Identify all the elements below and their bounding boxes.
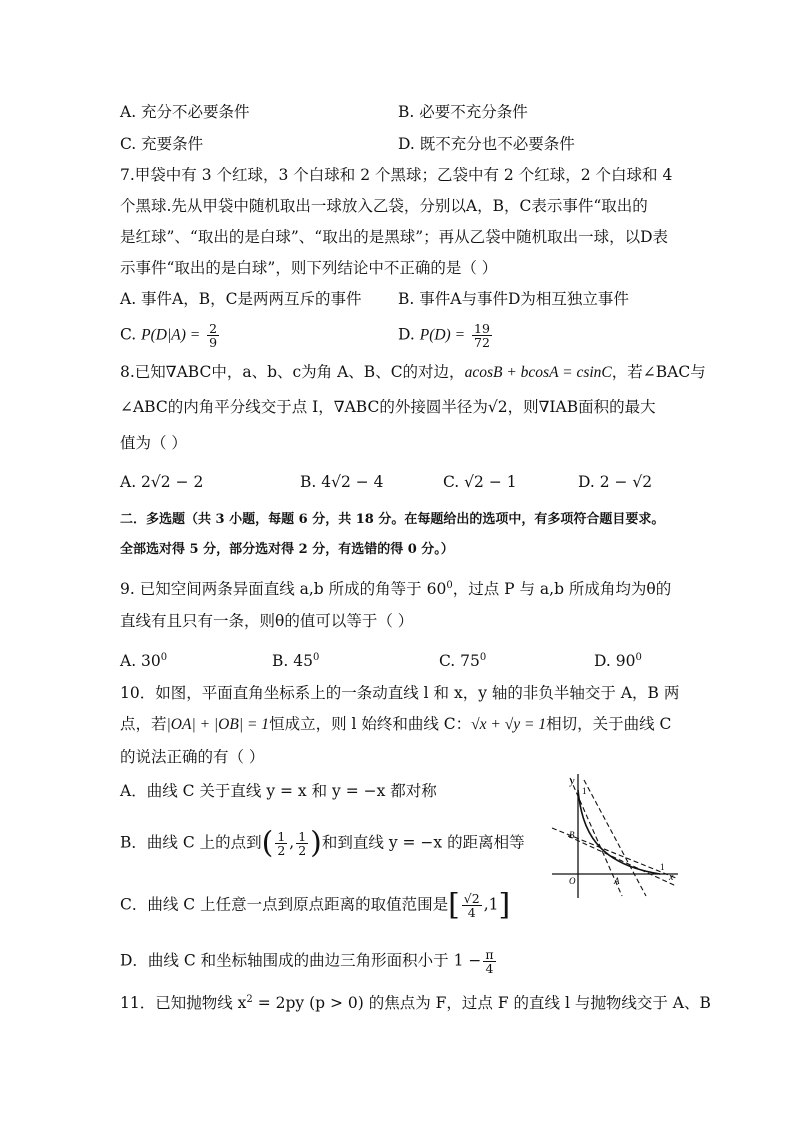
q8-line-3: 值为（ ）: [120, 434, 187, 452]
q10-option-a: A．曲线 C 关于直线 y = x 和 y = −x 都对称: [120, 782, 437, 800]
q7-option-c: C. P(D|A) = $\frac{2}{9}$: [120, 321, 218, 350]
figure-label-x: x: [669, 872, 674, 883]
section-2-instructions: 全部选对得 5 分，部分选对得 2 分，有选错的得 0 分。）: [120, 542, 454, 557]
q10-line-3: 的说法正确的有（ ）: [120, 748, 265, 766]
q8-option-d: D. 2 − √2: [578, 473, 653, 491]
q9-option-b: B. $45^0$: [272, 652, 320, 671]
q8-option-a: A. 2√2 − 2: [120, 473, 204, 491]
q7-option-b: B. 事件A与事件D为相互独立事件: [398, 290, 629, 308]
q10-option-c: C．曲线 C 上任意一点到原点距离的取值范围是[ $\frac{√2}{4}$ ,1]: [120, 887, 511, 923]
q10-line-2: 点，若|OA| + |OB| = 1恒成立，则 l 始终和曲线 C：√x + √y = 1相切，关于曲线 C: [120, 715, 672, 733]
q9-line-1: 9. 已知空间两条异面直线 a,b 所成的角等于 $60^0$，过点 P 与 a,b 所成角均为θ的: [120, 580, 672, 599]
q10-line-1: 10．如图，平面直角坐标系上的一条动直线 l 和 x，y 轴的非负半轴交于 A，B 两: [120, 684, 680, 702]
figure-label-1x: 1: [660, 862, 665, 872]
figure-label-o: O: [569, 876, 576, 886]
q10-option-d: D．曲线 C 和坐标轴围成的曲边三角形面积小于 1 − $\frac{\pi}{4}$: [120, 947, 494, 976]
q9-option-d: D. $90^0$: [594, 652, 642, 671]
q8-option-c: C. √2 − 1: [443, 473, 517, 491]
q8-line-2: ∠ABC的内角平分线交于点 I，∇ABC的外接圆半径为√2，则∇IAB面积的最大: [120, 398, 656, 416]
q7-option-d: D. P(D) = $\frac{19}{72}$: [398, 321, 490, 350]
q7-line-3: 是红球”、“取出的是白球”、“取出的是黑球”；再从乙袋中随机取出一球，以D表: [120, 228, 669, 246]
q7-option-a: A. 事件A，B，C是两两互斥的事件: [120, 290, 362, 308]
figure-label-a: A: [614, 876, 620, 886]
q6-option-d: D. 既不充分也不必要条件: [398, 135, 575, 153]
q10-figure: [548, 770, 684, 900]
q11-line-1: 11．已知抛物线 $x^2 = 2py$ (p > 0) 的焦点为 F，过点 F 的直线 l 与抛物线交于 A、B: [120, 994, 711, 1013]
figure-label-y: y: [570, 776, 575, 787]
figure-label-b: B: [569, 830, 575, 840]
figure-curve-c: [578, 790, 660, 874]
section-2-heading: 二．多选题（共 3 小题，每题 6 分，共 18 分。在每题给出的选项中，有多项符合题目要求。: [120, 512, 665, 527]
figure-label-1y: 1: [582, 786, 587, 796]
q8-option-b: B. 4√2 − 4: [300, 473, 384, 491]
q6-option-a: A. 充分不必要条件: [120, 103, 250, 121]
q6-option-b: B. 必要不充分条件: [398, 103, 528, 121]
q7-line-1: 7.甲袋中有 3 个红球，3 个白球和 2 个黑球；乙袋中有 2 个红球，2 个白球和 4: [120, 166, 673, 184]
q9-line-2: 直线有且只有一条，则θ的值可以等于（ ）: [120, 612, 414, 630]
q7-line-4: 示事件“取出的是白球”，则下列结论中不正确的是（ ）: [120, 259, 498, 277]
q7-line-2: 个黑球.先从甲袋中随机取出一球放入乙袋，分别以A，B，C表示事件“取出的: [120, 197, 648, 215]
q6-option-c: C. 充要条件: [120, 135, 204, 153]
q9-option-c: C. $75^0$: [439, 652, 487, 671]
q9-option-a: A. $30^0$: [120, 652, 168, 671]
figure-dashed-line-4: [568, 836, 676, 886]
q8-line-1: 8.已知∇ABC中，a、b、c为角 A、B、C的对边，acosB + bcosA = csinC，若∠BAC与: [120, 363, 706, 381]
q10-option-b: B．曲线 C 上的点到( $\frac{1}{2}$ , $\frac{1}{2}$ )和到直线 y = −x 的距离相等: [120, 825, 525, 861]
